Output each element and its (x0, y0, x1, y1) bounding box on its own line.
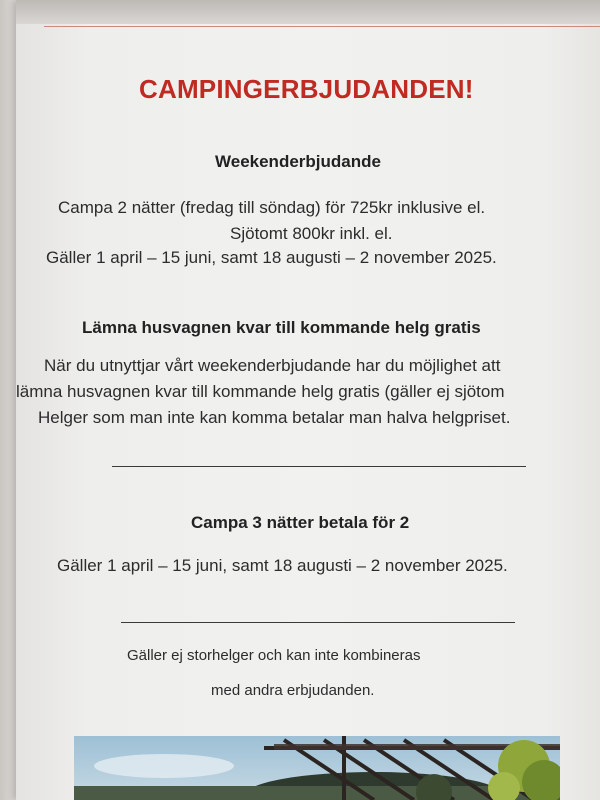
notice-title: CAMPINGERBJUDANDEN! (139, 74, 474, 104)
offer2-heading: Lämna husvagnen kvar till kommande helg gratis (82, 318, 481, 337)
top-border-line (44, 26, 600, 27)
offer2-line2: lämna husvagnen kvar till kommande helg gratis (gäller ej sjötom (16, 382, 505, 401)
footer-line1: Gäller ej storhelger och kan inte kombineras (127, 647, 421, 664)
offer1-line1: Campa 2 nätter (fredag till söndag) för 725kr inklusive el. (58, 198, 486, 217)
footer-line2: med andra erbjudanden. (211, 682, 375, 699)
campsite-photo (74, 736, 560, 800)
offer3-heading: Campa 3 nätter betala för 2 (191, 513, 410, 532)
divider-2 (121, 622, 515, 623)
offer2-line1: När du utnyttjar vårt weekenderbjudande har du möjlighet att (44, 356, 501, 375)
offer2-line3: Helger som man inte kan komma betalar man halva helgpriset. (38, 408, 511, 427)
offer1-heading: Weekenderbjudande (215, 152, 381, 171)
divider-1 (112, 466, 526, 467)
offer1-line2: Sjötomt 800kr inkl. el. (230, 224, 393, 243)
wall-edge (0, 0, 16, 800)
offer3-line1: Gäller 1 april – 15 juni, samt 18 augusti – 2 november 2025. (57, 556, 508, 575)
sheet-top-shadow (16, 0, 600, 24)
offer1-line3: Gäller 1 april – 15 juni, samt 18 augusti – 2 november 2025. (46, 248, 497, 267)
